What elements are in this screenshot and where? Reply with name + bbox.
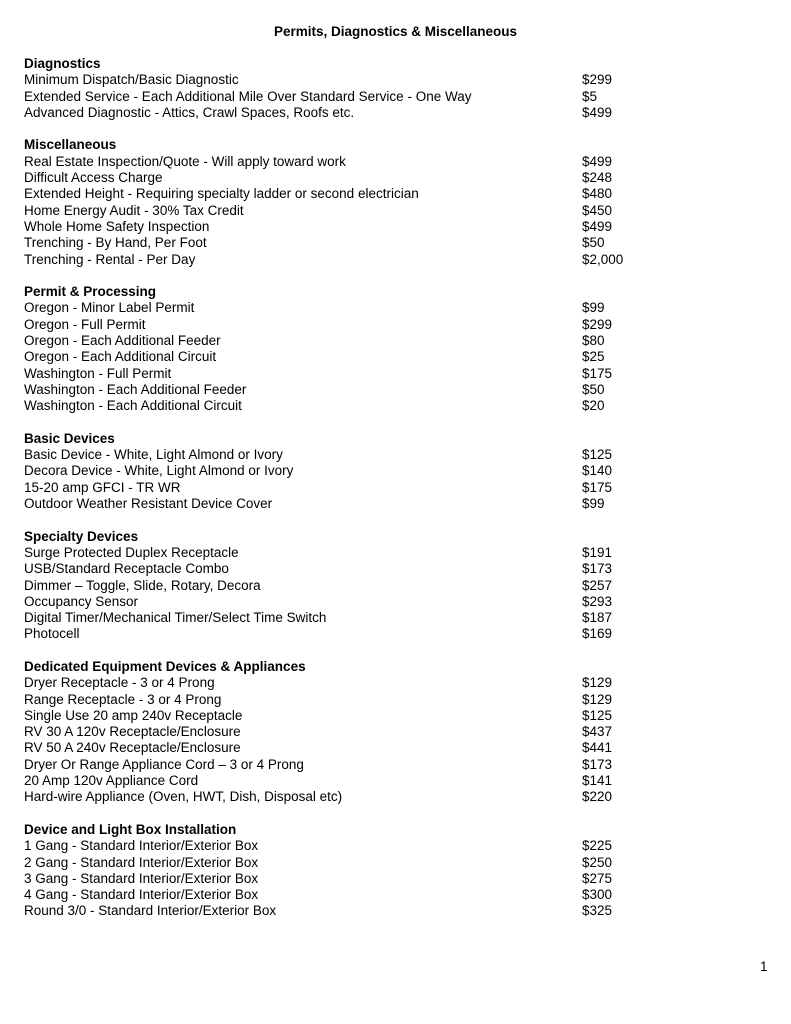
price-row	[24, 740, 724, 756]
item-description: 15-20 amp GFCI - TR WR	[24, 479, 181, 495]
price-section	[24, 659, 724, 806]
item-description: USB/Standard Receptacle Combo	[24, 561, 229, 577]
price-row	[24, 594, 724, 610]
price-section	[24, 431, 724, 512]
price-row	[24, 203, 724, 219]
price-row	[24, 855, 724, 871]
item-description: Washington - Full Permit	[24, 365, 172, 381]
price-row	[24, 170, 724, 186]
item-price: $129	[582, 691, 613, 707]
item-description: Oregon - Each Additional Circuit	[24, 349, 217, 365]
item-price: $441	[582, 740, 613, 756]
item-price: $499	[582, 104, 613, 120]
item-description: Oregon - Each Additional Feeder	[24, 333, 221, 349]
item-description: Decora Device - White, Light Almond or Ivory	[24, 463, 294, 479]
price-section	[24, 56, 724, 121]
item-description: Washington - Each Additional Circuit	[24, 398, 242, 414]
price-row	[24, 366, 724, 382]
item-description: Range Receptacle - 3 or 4 Prong	[24, 691, 222, 707]
item-description: Surge Protected Duplex Receptacle	[24, 544, 239, 560]
item-price: $99	[582, 300, 605, 316]
item-price: $80	[582, 333, 605, 349]
item-price: $25	[582, 349, 605, 365]
price-row	[24, 219, 724, 235]
item-description: 2 Gang - Standard Interior/Exterior Box	[24, 854, 259, 870]
price-section	[24, 284, 724, 414]
item-price: $299	[582, 72, 613, 88]
item-price: $499	[582, 218, 613, 234]
item-description: Oregon - Minor Label Permit	[24, 300, 195, 316]
item-price: $437	[582, 724, 613, 740]
price-section	[24, 529, 724, 643]
item-description: Round 3/0 - Standard Interior/Exterior Box	[24, 903, 277, 919]
price-row	[24, 105, 724, 121]
price-row	[24, 789, 724, 805]
item-price: $225	[582, 838, 613, 854]
item-description: Trenching - By Hand, Per Foot	[24, 235, 207, 251]
item-description: Advanced Diagnostic - Attics, Crawl Spaces, Roofs etc.	[24, 104, 355, 120]
section-heading: Device and Light Box Installation	[24, 821, 237, 837]
section-heading: Specialty Devices	[24, 528, 139, 544]
price-row	[24, 186, 724, 202]
item-price: $250	[582, 854, 613, 870]
section-heading: Permit & Processing	[24, 284, 157, 300]
price-row	[24, 398, 724, 414]
item-description: RV 30 A 120v Receptacle/Enclosure	[24, 724, 241, 740]
price-row	[24, 757, 724, 773]
item-price: $175	[582, 479, 613, 495]
item-description: 4 Gang - Standard Interior/Exterior Box	[24, 887, 259, 903]
price-row	[24, 626, 724, 642]
item-description: Outdoor Weather Resistant Device Cover	[24, 496, 273, 512]
price-row	[24, 838, 724, 854]
price-row	[24, 903, 724, 919]
item-price: $187	[582, 610, 613, 626]
item-description: Extended Height - Requiring specialty ladder or second electrician	[24, 186, 419, 202]
price-row	[24, 496, 724, 512]
price-row	[24, 349, 724, 365]
price-row	[24, 154, 724, 170]
item-price: $125	[582, 447, 613, 463]
item-price: $325	[582, 903, 613, 919]
price-row	[24, 317, 724, 333]
price-row	[24, 72, 724, 88]
item-description: Photocell	[24, 626, 80, 642]
item-description: Occupancy Sensor	[24, 593, 139, 609]
price-row	[24, 480, 724, 496]
item-description: Digital Timer/Mechanical Timer/Select Time Switch	[24, 610, 327, 626]
price-row	[24, 463, 724, 479]
price-row	[24, 871, 724, 887]
item-price: $50	[582, 381, 605, 397]
item-description: Basic Device - White, Light Almond or Ivory	[24, 447, 283, 463]
item-price: $499	[582, 153, 613, 169]
item-price: $99	[582, 496, 605, 512]
price-row	[24, 578, 724, 594]
item-description: Hard-wire Appliance (Oven, HWT, Dish, Disposal etc)	[24, 789, 343, 805]
price-row	[24, 773, 724, 789]
item-price: $275	[582, 870, 613, 886]
item-price: $173	[582, 561, 613, 577]
item-price: $450	[582, 202, 613, 218]
price-row	[24, 235, 724, 251]
item-description: 1 Gang - Standard Interior/Exterior Box	[24, 838, 259, 854]
price-section	[24, 822, 724, 920]
item-price: $257	[582, 577, 613, 593]
price-row	[24, 675, 724, 691]
price-row	[24, 89, 724, 105]
item-description: 3 Gang - Standard Interior/Exterior Box	[24, 870, 259, 886]
item-price: $248	[582, 170, 613, 186]
page-number: 1	[760, 959, 768, 974]
item-price: $141	[582, 773, 613, 789]
item-description: Minimum Dispatch/Basic Diagnostic	[24, 72, 239, 88]
item-description: Whole Home Safety Inspection	[24, 218, 210, 234]
item-price: $175	[582, 365, 613, 381]
price-row	[24, 333, 724, 349]
item-price: $299	[582, 316, 613, 332]
item-description: Dimmer – Toggle, Slide, Rotary, Decora	[24, 577, 261, 593]
price-row	[24, 382, 724, 398]
item-price: $169	[582, 626, 613, 642]
item-description: Home Energy Audit - 30% Tax Credit	[24, 202, 244, 218]
price-section	[24, 137, 724, 267]
item-price: $50	[582, 235, 605, 251]
item-price: $129	[582, 675, 613, 691]
item-description: Difficult Access Charge	[24, 170, 163, 186]
item-price: $191	[582, 544, 613, 560]
price-row	[24, 545, 724, 561]
price-row	[24, 610, 724, 626]
price-row	[24, 252, 724, 268]
item-price: $2,000	[582, 251, 624, 267]
item-description: RV 50 A 240v Receptacle/Enclosure	[24, 740, 241, 756]
item-price: $125	[582, 707, 613, 723]
item-description: 20 Amp 120v Appliance Cord	[24, 773, 199, 789]
price-row	[24, 692, 724, 708]
item-description: Oregon - Full Permit	[24, 316, 146, 332]
price-row	[24, 561, 724, 577]
page-title: Permits, Diagnostics & Miscellaneous	[273, 24, 518, 39]
item-price: $300	[582, 887, 613, 903]
section-heading: Miscellaneous	[24, 137, 117, 153]
item-description: Extended Service - Each Additional Mile Over Standard Service - One Way	[24, 88, 472, 104]
price-row	[24, 724, 724, 740]
item-description: Real Estate Inspection/Quote - Will apply toward work	[24, 153, 346, 169]
item-price: $5	[582, 88, 598, 104]
item-description: Dryer Receptacle - 3 or 4 Prong	[24, 675, 215, 691]
section-heading: Basic Devices	[24, 430, 115, 446]
price-row	[24, 300, 724, 316]
price-row	[24, 708, 724, 724]
item-price: $20	[582, 398, 605, 414]
price-row	[24, 447, 724, 463]
item-price: $173	[582, 756, 613, 772]
price-sections	[24, 56, 724, 936]
item-price: $480	[582, 186, 613, 202]
section-heading: Dedicated Equipment Devices & Appliances	[24, 658, 306, 674]
item-price: $220	[582, 789, 613, 805]
item-description: Dryer Or Range Appliance Cord – 3 or 4 Prong	[24, 756, 304, 772]
item-description: Single Use 20 amp 240v Receptacle	[24, 707, 243, 723]
section-heading: Diagnostics	[24, 56, 101, 71]
item-description: Trenching - Rental - Per Day	[24, 251, 196, 267]
item-price: $140	[582, 463, 613, 479]
item-description: Washington - Each Additional Feeder	[24, 381, 247, 397]
price-row	[24, 887, 724, 903]
item-price: $293	[582, 593, 613, 609]
